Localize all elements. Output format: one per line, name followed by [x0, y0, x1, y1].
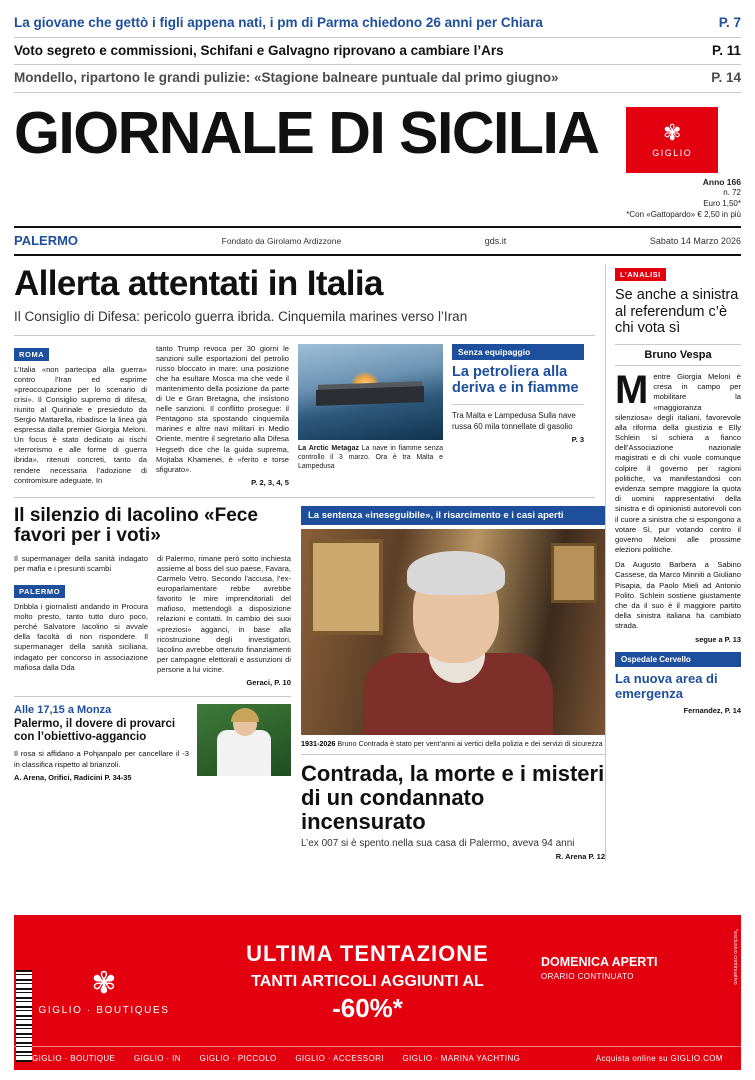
teaser-item[interactable]: [14, 38, 741, 66]
ad-store-link[interactable]: GIGLIO · MARINA YACHTING: [402, 1054, 521, 1063]
picture-frame-small: [551, 543, 597, 603]
iacolino-body-1: Dribbla i giornalisti andando in Procura molto presto, tanto tutto duro poco, perché Salvatore Iacolino si avvale della facoltà di non rispondere. Il supermanager della sanità siciliana, indagato per concorso in associazione mafiosa dalla Dda: [14, 602, 148, 672]
ad-disclaimer: *esclusivo continuativo: [732, 929, 738, 985]
main-column: [14, 264, 605, 861]
issue-year: Anno 166: [702, 176, 741, 187]
sidebox-title: La petroliera alla deriva e in fiamme: [452, 360, 584, 406]
issue-info: [626, 177, 741, 221]
contrada-photo-text: Bruno Contrada è stato per vent’anni ai vertici della polizia e dei servizi di sicurezza: [337, 738, 603, 748]
iacolino-col-1: [14, 554, 148, 687]
issue-number: n. 72: [723, 188, 741, 198]
sidebox-kicker: Senza equipaggio: [452, 344, 584, 360]
sponsor-logo[interactable]: [626, 107, 718, 173]
teaser-page: P. 11: [711, 42, 741, 58]
flower-icon: ✾: [91, 967, 117, 1000]
ad-brand-name: GIGLIO · BOUTIQUES: [38, 1005, 170, 1016]
contrada-subhead: L’ex 007 si è spento nella sua casa di Palermo, aveva 94 anni: [301, 838, 575, 850]
lead-photo-block: [298, 344, 443, 487]
issue-price-note: *Con «Gattopardo» € 2,50 in più: [626, 209, 741, 219]
analysis-column: [605, 264, 741, 861]
article-iacolino[interactable]: [14, 506, 291, 862]
sport-title: Palermo, il dovere di provarci con l’obiettivo-aggancio: [14, 717, 176, 744]
teaser-text: Mondello, ripartono le grandi pulizie: «Stagione balneare puntuale dal primo giugno»: [14, 70, 559, 86]
ad-store-link[interactable]: GIGLIO · BOUTIQUE: [32, 1054, 116, 1063]
analysis-title: Se anche a sinistra al referendum c’è chi vota sì: [615, 287, 739, 336]
website-link[interactable]: gds.it: [484, 235, 507, 246]
sponsor-name: GIGLIO: [652, 147, 693, 158]
iacolino-summary: Il supermanager della sanità indagato per mafia e i presunti scambi: [14, 553, 148, 573]
ad-line-2: TANTI ARTICOLI AGGIUNTI AL: [251, 973, 484, 990]
picture-frame: [309, 539, 383, 635]
analysis-kicker: L’ANALISI: [615, 268, 666, 281]
contrada-photo: [301, 529, 605, 735]
analysis-dropcap: M: [615, 368, 649, 413]
player-hair: [231, 708, 259, 722]
lead-kicker: ROMA: [14, 348, 49, 361]
ad-discount: -60%*: [332, 993, 403, 1023]
iacolino-kicker: PALERMO: [14, 585, 65, 598]
lead-article: [14, 344, 595, 487]
photo-caption-text: La nave in fiamme senza controllo il 3 marzo. Ora è tra Malta e Lampedusa: [298, 444, 443, 470]
newspaper-logo: GIORNALE DI SICILIA: [14, 99, 599, 166]
burning-tanker-photo: [298, 344, 443, 440]
teaser-item[interactable]: [14, 65, 741, 93]
analysis-author: Bruno Vespa: [615, 344, 741, 366]
subject-hair: [407, 551, 505, 595]
analysis-text-2: Da Augusto Barbera a Sabino Cassese, da Marco Minniti a Giuliano Pisapia, da Paolo Mieli ad Antonio Polito. Schlein sostiene giustamente che da il suo è il maggiore partito della sinistra italiana ha cambiato strada.: [615, 560, 741, 631]
sport-byline: A. Arena, Orifici, Radicini P. 34-35: [14, 772, 132, 782]
sport-text-block: [14, 704, 189, 782]
advertisement[interactable]: [14, 915, 741, 1070]
lead-column-2: [156, 344, 289, 487]
lead-pages: P. 2, 3, 4, 5: [251, 477, 289, 487]
hospital-kicker: Ospedale Cervello: [615, 652, 741, 667]
issue-date: Sabato 14 Marzo 2026: [649, 235, 741, 246]
lead-body-2: tanto Trump revoca per 30 giorni le sanzioni sulle esportazioni del petrolio russo bloccato in mare: una posizione che ha esultare Mosca ma che vede il mantenimento della posizione da parte di Ue e Gran Bretagna, che insistono nelle sanzioni. Il conflitto prosegue: il Pentagono sta spostando cinquemila marines e altre navi militari in Medio Oriente, mentre il segretario alla Difesa Hegseth dice che la guida suprema, Mojtaba Khamenei, è «ferito e torse sfigurato».: [156, 343, 289, 474]
sidebox-page: P. 3: [571, 435, 584, 445]
article-iacolino-title: Il silenzio di Iacolino «Fece favori per i voti»: [14, 504, 258, 547]
contrada-byline: R. Arena P. 12: [555, 852, 605, 862]
ad-store-link[interactable]: GIGLIO · ACCESSORI: [295, 1054, 384, 1063]
photo-caption-lead: La Arctic Metagaz: [298, 444, 359, 452]
player-kit: [217, 730, 271, 776]
ad-store-links[interactable]: [32, 1054, 596, 1063]
article-contrada[interactable]: [301, 506, 605, 862]
iacolino-body-2: di Palermo, rimane però sotto inchiesta assieme al boss del suo paese, Favara, Carmelo Vetro. Secondo l’accusa, l’ex-europarlamentare rebbe avrebbe favorito le mire imprenditoriali del mafioso, mettendogli a disposizione relazioni e contatti. In cambio dei suoi «preziosi» agganci, in base alla ricostruzione degli investigatori, Iacolino avrebbe ottenuto finanziamenti per campagne elettorali e assunzioni di persone a lui vicine.: [157, 553, 291, 674]
ad-store-link[interactable]: GIGLIO · IN: [133, 1054, 181, 1063]
barcode: [16, 970, 32, 1062]
contrada-photo-caption: [301, 735, 605, 748]
teaser-item[interactable]: [14, 10, 741, 38]
masthead-bar: [14, 228, 741, 256]
contrada-photo-dates: 1931-2026: [301, 738, 336, 748]
contrada-strip: La sentenza «ineseguibile», il risarcimento e i casi aperti: [301, 506, 605, 525]
iacolino-col-2: [157, 554, 291, 687]
edition-city: PALERMO: [14, 233, 79, 249]
ad-continuous-hours: ORARIO CONTINUATO: [541, 972, 634, 981]
ad-store-link[interactable]: GIGLIO · PICCOLO: [199, 1054, 277, 1063]
lead-body-1: L’Italia «non partecipa alla guerra» contro l’Iran ed esprime «preoccupazione per lo scenario di crisi». Il Consiglio supremo di difesa, riunito al Quirinale e presieduto da Sergio Mattarella, ribadisce la linea già espressa dalla premier Giorgia Meloni. Un focus è stato dedicato ai rischi «terrorismo e alle forme di guerra ibrida», ritenuti concreti, tanto da rendere necessaria l’adozione di contromisure adeguate. In: [14, 364, 147, 485]
analysis-body: [615, 368, 741, 645]
masthead: [14, 93, 741, 221]
teaser-text: La giovane che gettò i figli appena nati, i pm di Parma chiedono 26 anni per Chiara: [14, 15, 543, 30]
sidebox-text: Tra Malta e Lampedusa Sulla nave russa 60 mila tonnellate di gasolio: [452, 411, 576, 432]
teaser-page: P. 14: [711, 70, 741, 86]
secondary-articles: [14, 497, 605, 862]
lead-column-1: [14, 344, 147, 487]
article-palermo-sport[interactable]: [14, 696, 291, 782]
page-title: Allerta attentati in Italia: [14, 264, 383, 304]
lead-subhead: Il Consiglio di Difesa: pericolo guerra ibrida. Cinquemila marines verso l’Iran: [14, 309, 595, 335]
content-area: [14, 264, 741, 861]
hospital-title: La nuova area di emergenza: [615, 671, 718, 701]
sidebox-tanker[interactable]: [452, 344, 584, 487]
ad-online-link[interactable]: Acquista online su GIGLIO.COM: [595, 1054, 723, 1063]
analysis-continues: segue a P. 13: [695, 635, 741, 645]
contrada-headline: Contrada, la morte e i misteri di un condannato incensurato: [301, 754, 605, 833]
ad-footer: [14, 1046, 741, 1070]
sport-kicker: Alle 17,15 a Monza: [14, 703, 112, 716]
article-iacolino-columns: [14, 554, 291, 687]
hospital-byline: Fernandez, P. 14: [683, 705, 741, 715]
teaser-text: Voto segreto e commissioni, Schifani e Galvagno riprovano a cambiare l’Ars: [14, 42, 504, 58]
analysis-text-1: entre Giorgia Meloni è cresa in campo per mobilitare la «maggioranza silenziosa» degli italiani, favorevole alla riforma della giustizia e Elly Schlein si schiera a fianco dell’Associazione nazionale magistrati e di chi vuole comunque colpire il governo per ragioni politiche, va manifestandosi con evidenza sempre maggiore la quota di uomini rappresentativi della sinistra e di opinionisti autorevoli con il cuore a sinistra che si espongono a votare Sì, pur votando contro il governo Meloni alle prossime elezioni politiche.: [615, 372, 741, 555]
founded-text: Fondato da Girolamo Ardizzone: [221, 235, 342, 246]
issue-price: Euro 1,50*: [703, 198, 741, 208]
teaser-page: P. 7: [718, 15, 741, 30]
teaser-list: [14, 0, 741, 93]
sport-body: Il rosa si affidano a Pohjanpalo per cancellare il -3 in classifica rispetto al brianzoli.: [14, 749, 189, 769]
ad-open-sunday: DOMENICA APERTI: [541, 955, 658, 969]
iacolino-byline: Geraci, P. 10: [246, 677, 291, 687]
football-player-photo: [197, 704, 291, 776]
photo-caption: [298, 444, 443, 471]
ad-line-1: ULTIMA TENTAZIONE: [246, 941, 489, 966]
flower-icon: ✾: [663, 119, 682, 145]
